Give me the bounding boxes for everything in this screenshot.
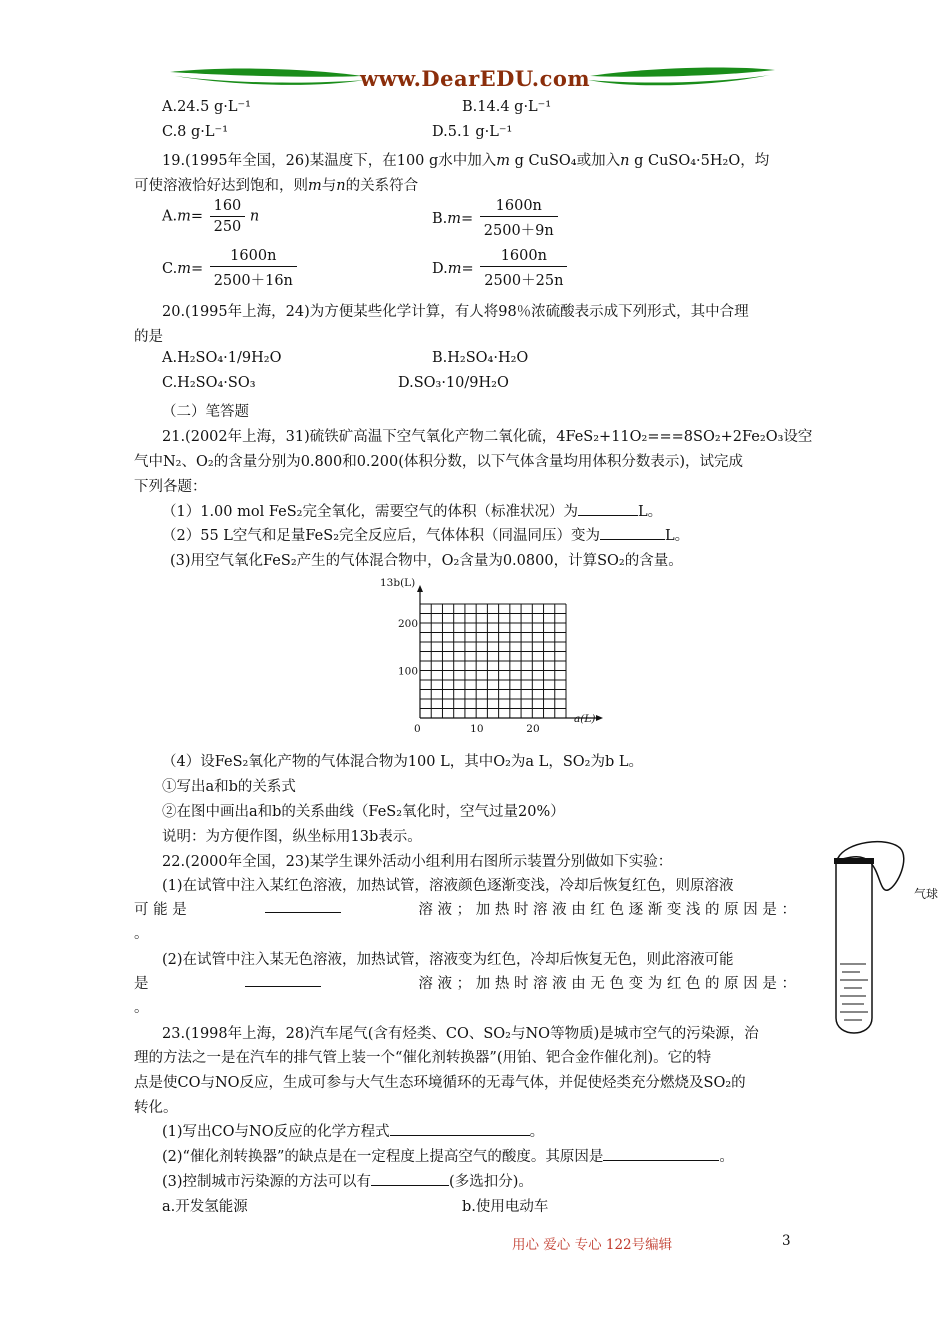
answer-blank[interactable] — [371, 1171, 449, 1186]
q23-part3: (3)控制城市污染源的方法可以有 (多选扣分)。 — [162, 1170, 533, 1191]
q22-part2-end: 。 — [134, 1000, 149, 1016]
grid-lines — [420, 604, 566, 718]
fraction: $\frac{160}{250}$ — [210, 198, 246, 235]
origin-label: 0 — [414, 723, 421, 735]
grid-chart — [368, 572, 608, 738]
q19-option-b: B.m= $\frac{1600n}{2500+9n}$ — [432, 198, 558, 240]
answer-blank[interactable] — [245, 972, 321, 987]
q22-part1-end: 。 — [134, 926, 149, 942]
q18-option-c: C.8 g·L⁻¹ — [162, 124, 229, 140]
q23-stem-line4: 转化。 — [134, 1100, 178, 1116]
answer-blank[interactable] — [390, 1121, 530, 1136]
balloon-icon — [838, 842, 904, 891]
fraction: $\frac{1600n}{2500+25n}$ — [480, 248, 567, 290]
q20-stem-line2: 的是 — [134, 329, 163, 345]
q21-part1: （1）1.00 mol FeS₂完全氧化，需要空气的体积（标准状况）为 L。 — [162, 500, 662, 521]
site-name[interactable]: www.DearEDU.com — [360, 66, 591, 91]
test-tube-icon — [836, 864, 872, 1033]
test-tube-balloon-illustration — [826, 838, 942, 1044]
x-axis-arrow-icon — [596, 715, 603, 721]
q21-stem-line3: 下列各题： — [134, 479, 207, 495]
q23-option-a: a.开发氢能源 — [162, 1199, 248, 1215]
footer-slogan: 用心 爱心 专心 122号编辑 — [512, 1237, 673, 1253]
q18-option-b: B.14.4 g·L⁻¹ — [462, 99, 552, 115]
x-axis-label: a(L) — [574, 713, 596, 725]
q23-stem-line3: 点是使CO与NO反应，生成可参与大气生态环境循环的无毒气体，并促使烃类充分燃烧及SO₂的 — [134, 1075, 746, 1091]
fraction: $\frac{1600n}{2500+9n}$ — [480, 198, 558, 240]
q23-part1: (1)写出CO与NO反应的化学方程式 。 — [162, 1120, 544, 1141]
answer-blank[interactable] — [600, 525, 665, 540]
q18-option-d: D.5.1 g·L⁻¹ — [432, 124, 513, 140]
q21-stem: 21.(2002年上海，31)硫铁矿高温下空气氧化产物二氧化硫，4FeS₂+11O₂===8SO₂+2Fe₂O₃设空 — [162, 429, 813, 445]
y-axis-arrow-icon — [417, 585, 423, 592]
q19-stem: 19.(1995年全国，26)某温度下，在100 g水中加入m g CuSO₄或加入n g CuSO₄·5H₂O，均 — [162, 153, 770, 169]
q19-option-d: D.m= $\frac{1600n}{2500+25n}$ — [432, 248, 567, 290]
q23-stem: 23.(1998年上海，28)汽车尾气(含有烃类、CO、SO₂与NO等物质)是城市空气的污染源，治 — [162, 1026, 759, 1042]
q18-option-a: A.24.5 g·L⁻¹ — [162, 99, 251, 115]
q21-stem-line2: 气中N₂、O₂的含量分别为0.800和0.200(体积分数，以下气体含量均用体积分数表示)，试完成 — [134, 454, 744, 470]
q21-part4-a: ①写出a和b的关系式 — [162, 779, 296, 795]
balloon-label: 气球 — [914, 887, 939, 901]
q21-note: 说明：为方便作图，纵坐标用13b表示。 — [162, 829, 422, 845]
q22-part2-line2: 是 溶 液 ； 加 热 时 溶 液 由 无 色 变 为 红 色 的 原 因 是 ： — [134, 972, 796, 993]
q23-part2: (2)“催化剂转换器”的缺点是在一定程度上提高空气的酸度。其原因是 。 — [162, 1145, 734, 1166]
q19-stem-line2: 可使溶液恰好达到饱和，则m与n的关系符合 — [134, 178, 419, 194]
x-tick-label: 20 — [526, 723, 540, 735]
tube-mouth — [834, 858, 874, 864]
y-tick-label: 100 — [398, 665, 419, 678]
q21-part4: （4）设FeS₂氧化产物的气体混合物为100 L，其中O₂为a L，SO₂为b L。 — [162, 754, 643, 770]
q22-part1: (1)在试管中注入某红色溶液，加热试管，溶液颜色逐渐变浅，冷却后恢复红色，则原溶液 — [162, 878, 734, 894]
page-number: 3 — [782, 1233, 791, 1249]
q21-part2: （2）55 L空气和足量FeS₂完全反应后，气体体积（同温同压）变为 L。 — [162, 524, 689, 545]
q20-option-b: B.H₂SO₄·H₂O — [432, 350, 529, 366]
q20-option-a: A.H₂SO₄·1/9H₂O — [162, 350, 282, 366]
q19-option-c: C.m= $\frac{1600n}{2500+16n}$ — [162, 248, 297, 290]
q22-stem: 22.(2000年全国，23)某学生课外活动小组利用右图所示装置分别做如下实验： — [162, 854, 673, 870]
section-title: （二）笔答题 — [162, 404, 249, 420]
q22-part1-line2: 可 能 是 溶 液 ； 加 热 时 溶 液 由 红 色 逐 渐 变 浅 的 原 因 是 ： — [134, 898, 796, 919]
y-tick-label: 200 — [398, 618, 419, 630]
q23-option-b: b.使用电动车 — [462, 1199, 549, 1215]
q20-option-c: C.H₂SO₄·SO₃ — [162, 375, 256, 391]
q20-option-d: D.SO₃·10/9H₂O — [398, 375, 509, 391]
answer-blank[interactable] — [603, 1146, 719, 1161]
q21-part4-b: ②在图中画出a和b的关系曲线（FeS₂氧化时，空气过量20%） — [162, 804, 565, 820]
answer-blank[interactable] — [265, 898, 341, 913]
q22-part2: (2)在试管中注入某无色溶液，加热试管，溶液变为红色，冷却后恢复无色，则此溶液可能 — [162, 952, 734, 968]
q19-option-a: A.m= $\frac{160}{250}$ n — [162, 198, 260, 235]
x-tick-label: 10 — [470, 723, 484, 735]
y-axis-label: 13b(L) — [380, 577, 416, 589]
q23-stem-line2: 理的方法之一是在汽车的排气管上装一个“催化剂转换器”(用铂、钯合金作催化剂)。它的特 — [134, 1050, 712, 1066]
q20-stem: 20.(1995年上海，24)为方便某些化学计算，有人将98％浓硫酸表示成下列形式，其中合理 — [162, 304, 749, 320]
solution-icon — [840, 964, 868, 1020]
q21-part3: (3)用空气氧化FeS₂产生的气体混合物中，O₂含量为0.0800，计算SO₂的含量。 — [170, 553, 683, 569]
answer-blank[interactable] — [578, 501, 638, 516]
fraction: $\frac{1600n}{2500+16n}$ — [210, 248, 297, 290]
